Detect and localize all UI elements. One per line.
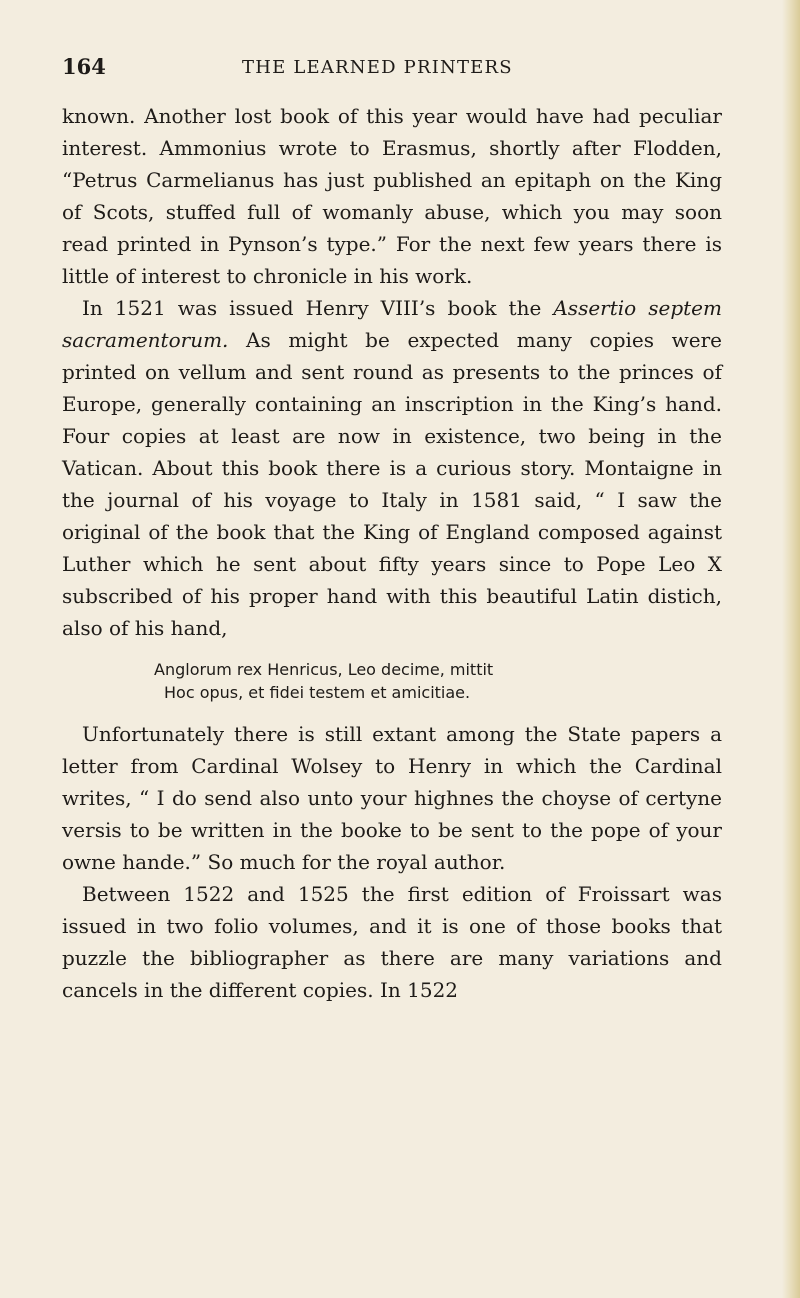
page-edge-shadow xyxy=(782,0,800,1298)
paragraph-3: Unfortunately there is still extant among the State papers a letter from Cardinal Wolsey to Henry in which the Cardinal writes, “ I do send also unto your highnes the choyse of certyne versis to be written in the booke to be sent to the pope of your owne hande.” So much for the royal author. xyxy=(62,722,722,874)
book-title-italic: Assertio septem sacramentorum. xyxy=(62,296,722,352)
paragraph-4: Between 1522 and 1525 the first edition of Froissart was issued in two folio volumes, and it is one of those books that puzzle the bibliographer as there are many variations and cancels in the different copies. In 1522 xyxy=(62,882,722,1002)
verse-line-2: Hoc opus, et fidei testem et amicitiae. xyxy=(164,683,471,702)
page-number: 164 xyxy=(62,54,106,79)
body-text xyxy=(62,100,722,1006)
paragraph-2-rest: As might be expected many copies were printed on vellum and sent round as presents to the princes of Europe, generally containing an inscription in the King’s hand. Four copies at least are now in existence, two being in the Vatican. About this book there is a curious story. Montaigne in the journal of his voyage to Italy in 1581 said, “ I saw the original of the book that the King of England composed against Luther which he sent about fifty years since to Pope Leo X subscribed of his proper hand with this beautiful Latin distich, also of his hand, xyxy=(62,328,722,640)
paragraph-2 xyxy=(62,292,722,644)
latin-distich xyxy=(154,658,722,704)
paragraph-2-start: In 1521 was issued Henry VIII’s book the xyxy=(82,296,554,320)
verse-line-1: Anglorum rex Henricus, Leo decime, mittit xyxy=(154,660,494,679)
running-head: THE LEARNED PRINTERS xyxy=(242,57,513,78)
page-header xyxy=(62,54,762,86)
paragraph-1: known. Another lost book of this year would have had peculiar interest. Ammonius wrote to Erasmus, shortly after Flodden, “Petrus Carmelianus has just published an epitaph on the King of Scots, stuffed full of womanly abuse, which you may soon read printed in Pynson’s type.” For the next few years there is little of interest to chronicle in his work. xyxy=(62,104,722,288)
